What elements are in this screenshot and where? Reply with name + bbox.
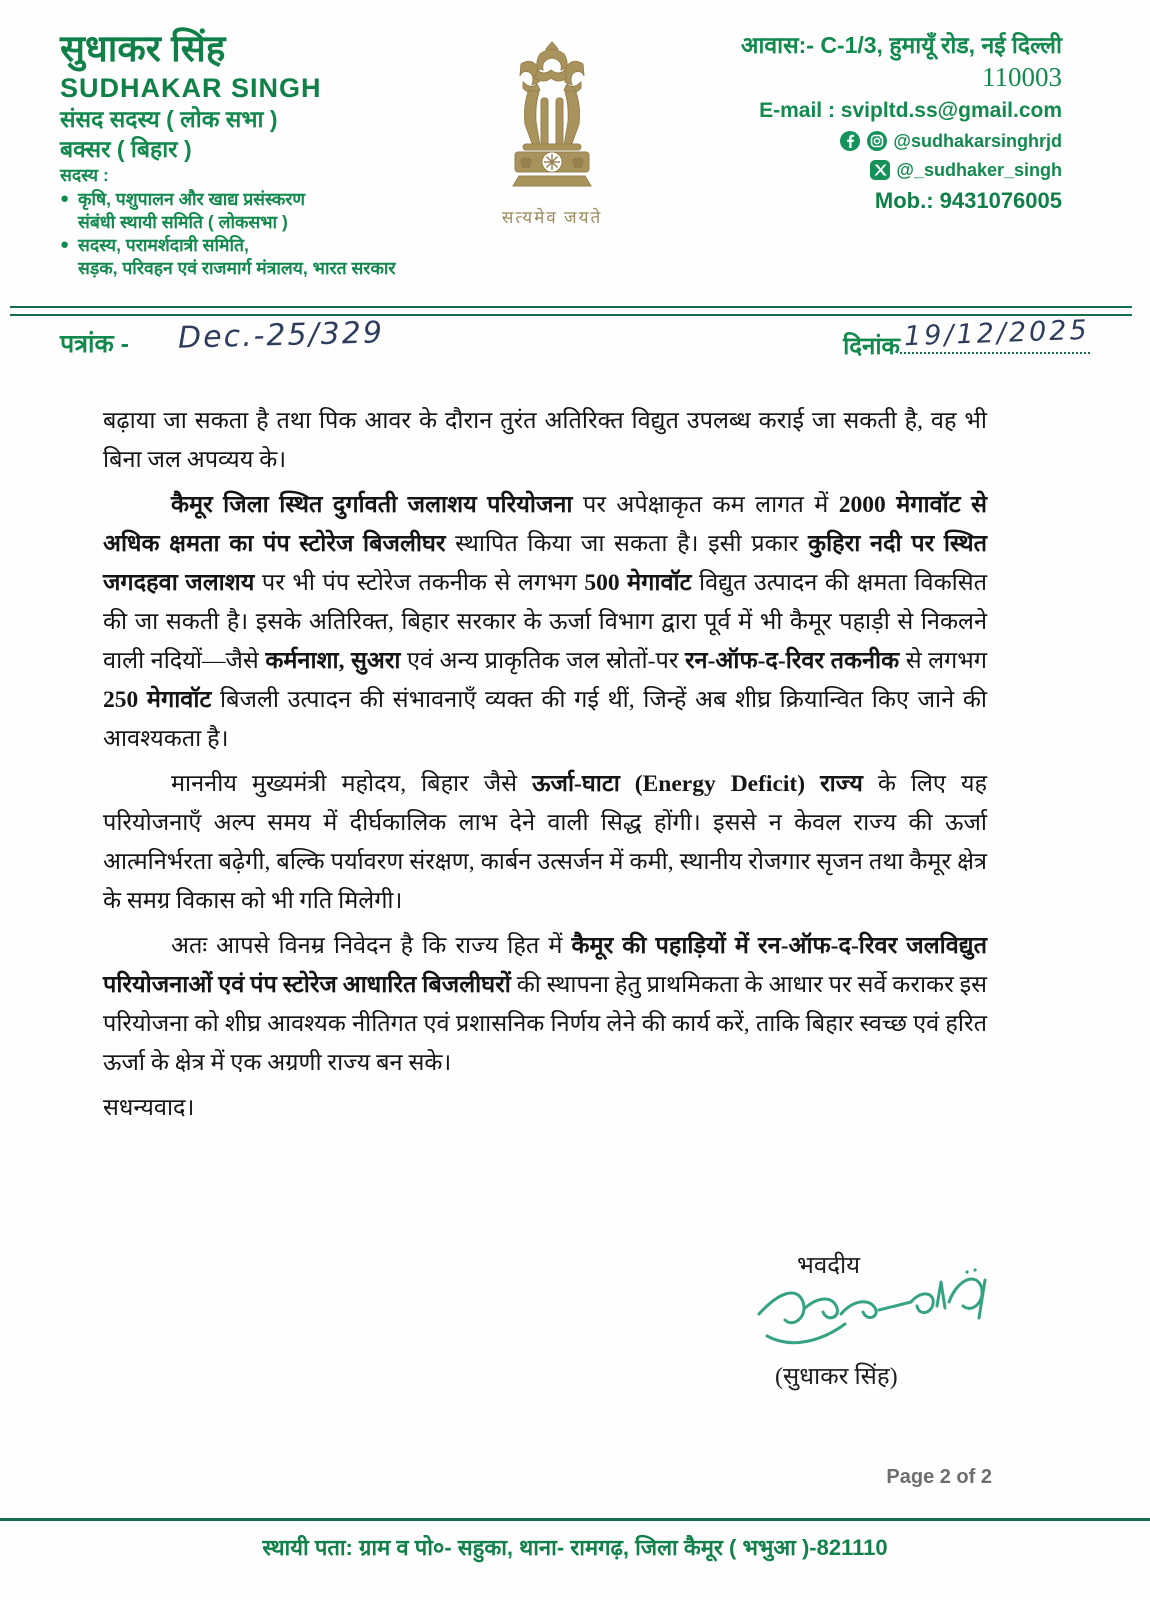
date-label: दिनांक [843, 333, 900, 360]
x-twitter-icon [869, 159, 891, 181]
social-row-x [642, 159, 1062, 181]
footer-divider-rule [0, 1518, 1150, 1521]
paragraph: अतः आपसे विनम्र निवेदन है कि राज्य हित में कैमूर की पहाड़ियों में रन-ऑफ-द-रिवर जलविद्युत परियोजनाओं एवं पंप स्टोरेज आधारित बिजलीघरों की स्थापना हेतु प्राथमिकता के आधार पर सर्वे कराकर इस परियोजना को शीघ्र आवश्यक नीतिगत एवं प्रशासनिक निर्णय लेने की कार्य करें, ताकि बिहार स्वच्छ एवं हरित ऊर्जा के क्षेत्र में एक अग्रणी राज्य बन सके। [103, 933, 987, 1076]
closing-block [745, 1248, 1065, 1392]
residence-address-line1: आवास:- C-1/3, हुमायूँ रोड, नई दिल्ली [740, 32, 1062, 58]
national-emblem [452, 36, 652, 228]
sender-constituency: बक्सर ( बिहार ) [60, 135, 192, 162]
social-row-fb-insta [642, 130, 1062, 152]
facebook-icon [839, 130, 861, 152]
membership-line: संबंधी स्थायी समिति ( लोकसभा ) [78, 211, 288, 232]
residence-address-pincode: 110003 [982, 62, 1062, 92]
mobile-number: Mob.: 9431076005 [874, 188, 1062, 213]
letter-body [103, 402, 987, 1134]
membership-line: कृषि, पशुपालन और खाद्य प्रसंस्करण [78, 188, 306, 209]
membership-line: सदस्य, परामर्शदात्री समिति, [78, 234, 249, 255]
sender-name-hindi: सुधाकर सिंह [60, 28, 226, 69]
header-divider-rule [10, 306, 1132, 316]
reference-row [60, 314, 1091, 372]
date-group [843, 314, 1091, 362]
ashoka-lion-capital-icon [493, 36, 611, 198]
permanent-address: स्थायी पता: ग्राम व पो०- सहुका, थाना- रामगढ़, जिला कैमूर ( भभुआ )-821110 [262, 1535, 888, 1560]
sender-designation: संसद सदस्य ( लोक सभा ) [60, 105, 278, 132]
letterhead-right-block [642, 28, 1062, 214]
membership-item [60, 188, 460, 211]
bullet-icon: ● [60, 235, 70, 253]
instagram-icon [866, 130, 888, 152]
letter-number-label: पत्रांक - [60, 330, 129, 358]
social-handle-fb-insta: @sudhakarsinghrjd [893, 130, 1062, 151]
letter-number-handwritten: Dec.-25/329 [177, 315, 385, 356]
emblem-caption: सत्यमेव जयते [501, 208, 603, 227]
bullet-icon: ● [60, 189, 70, 207]
date-handwritten: 19/12/2025 [903, 314, 1091, 353]
page-number: Page 2 of 2 [886, 1466, 992, 1488]
letterhead-left-block [60, 26, 460, 280]
paragraph: कैमूर जिला स्थित दुर्गावती जलाशय परियोजना पर अपेक्षाकृत कम लागत में 2000 मेगावॉट से अधिक क्षमता का पंप स्टोरेज बिजलीघर स्थापित किया जा सकता है। इसी प्रकार कुहिरा नदी पर स्थित जगदहवा जलाशय पर भी पंप स्टोरेज तकनीक से लगभग 500 मेगावॉट विद्युत उत्पादन की क्षमता विकसित की जा सकती है। इसके अतिरिक्त, बिहार सरकार के ऊर्जा विभाग द्वारा पूर्व में भी कैमूर पहाड़ी से निकलने वाली नदियों—जैसे कर्मनाशा, सुअरा एवं अन्य प्राकृतिक जल स्रोतों-पर रन-ऑफ-द-रिवर तकनीक से लगभग 250 मेगावॉट बिजली उत्पादन की संभावनाएँ व्यक्त की गई थीं, जिन्हें अब शीघ्र क्रियान्वित किए जाने की आवश्यकता है। [103, 492, 987, 752]
social-handle-x: @_sudhaker_singh [896, 159, 1062, 180]
thanks-line: सधन्यवाद। [103, 1095, 195, 1121]
salutation: भवदीय [797, 1253, 861, 1279]
membership-item [60, 234, 460, 257]
email-address: E-mail : svipltd.ss@gmail.com [759, 99, 1062, 122]
membership-line: सड़क, परिवहन एवं राजमार्ग मंत्रालय, भारत सरकार [78, 257, 396, 278]
member-label: सदस्य : [60, 165, 109, 186]
signature-ink [753, 1262, 1003, 1354]
sender-name-english: SUDHAKAR SINGH [60, 73, 322, 104]
signer-printed-name: (सुधाकर सिंह) [775, 1364, 898, 1390]
date-dotted-line [900, 314, 1091, 354]
paragraph: बढ़ाया जा सकता है तथा पिक आवर के दौरान तुरंत अतिरिक्त विद्युत उपलब्ध कराई जा सकती है, वह भी बिना जल अपव्यय के। [103, 408, 987, 473]
paragraph: माननीय मुख्यमंत्री महोदय, बिहार जैसे ऊर्जा-घाटा (Energy Deficit) राज्य के लिए यह परियोजनाएँ अल्प समय में दीर्घकालिक लाभ देने वाली सिद्ध होंगी। इससे न केवल राज्य की ऊर्जा आत्मनिर्भरता बढ़ेगी, बल्कि पर्यावरण संरक्षण, कार्बन उत्सर्जन में कमी, स्थानीय रोजगार सृजन तथा कैमूर क्षेत्र के समग्र विकास को भी गति मिलेगी। [103, 771, 988, 914]
